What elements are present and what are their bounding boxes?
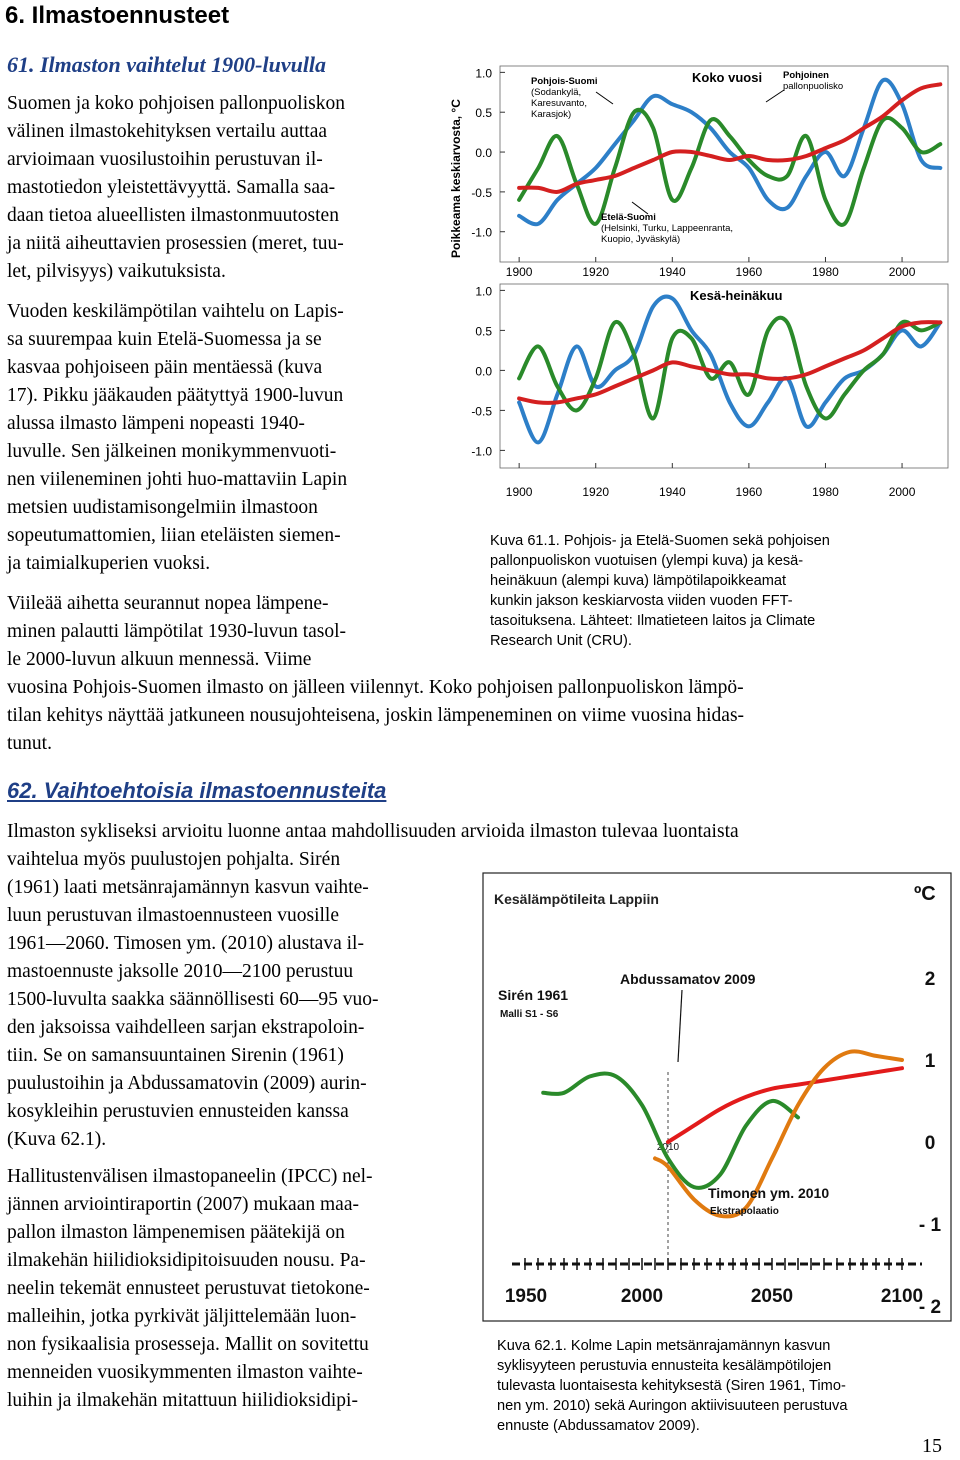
x-tick-label: 1950 [504,1286,548,1307]
legend-south-finland: Kuopio, Jyväskylä) [601,234,681,245]
text-line: pallon ilmaston lämpenemisen päätekijä on [7,1222,345,1243]
page-heading: 6. Ilmastoennusteet [5,2,230,29]
text-line: den jaksoissa vaihdelleen sarjan ekstrapoloin- [7,1017,365,1038]
y-tick-label: -1.0 [471,225,492,240]
x-tick-label: 2000 [888,485,916,499]
caption-line: heinäkuun (alempi kuva) lämpötilapoikkeamat [490,573,787,589]
text-line: Vuoden keskilämpötilan vaihtelu on Lapis- [7,301,344,322]
text-line: sa suurempaa kuin Etelä-Suomessa ja se [7,329,322,350]
y-tick-label: 0 [924,1133,936,1154]
text-line: jännen arviointiraportin (2007) mukaan maa- [7,1194,359,1215]
section-62-paragraph-2 [7,1163,467,1415]
text-line: kosykleihin perustuvien ennusteiden kanssa [7,1101,349,1122]
y-axis-label: Poikkeama keskiarvosta, °C [449,99,463,258]
text-line: tiin. Se on samansuuntainen Sirenin (1961) [7,1045,344,1066]
series-label-siren: Sirén 1961 [498,987,569,1003]
x-tick-label: 1980 [812,265,839,279]
text-line: ilmakehän hiilidioksidipitoisuuden nousu. Pa- [7,1250,366,1271]
page-number: 15 [922,1435,942,1457]
x-tick-label: 2000 [888,265,916,279]
figure-62-1-caption [497,1336,947,1436]
caption-line: tulevasta luontaisesta kehityksestä (Siren 1961, Timo- [497,1378,846,1394]
x-tick-label: 1920 [582,265,610,279]
x-tick-label: 2000 [620,1286,664,1307]
text-line: välinen ilmastokehityksen vertailu auttaa [7,121,328,142]
figure-61-1-caption [490,531,930,651]
text-line: let, pilvisyys) vaikutuksista. [7,261,226,282]
text-line: nen viileneminen johti huo-mattaviin Lapin [7,469,348,490]
text-line: 1961—2060. Timosen ym. (2010) alustava il- [7,933,364,954]
text-line: metsien uudistamisongelmiin ilmastoon [7,497,318,518]
y-tick-label: -0.5 [471,185,492,200]
text-line: luun perustuvan ilmastoennusteen vuosille [7,905,339,926]
text-line: Ilmaston sykliseksi arvioitu luonne antaa mahdollisuuden arvioida ilmaston tulevaa luontaista [7,821,739,842]
y-tick-label: 1 [924,1051,936,1072]
text-line: vaihtelua myös puulustojen pohjalta. Sirén [7,849,341,870]
text-line: ja niitä aiheuttavien prosessien (meret, tuu- [7,233,344,254]
x-tick-label: 2050 [750,1286,794,1307]
text-line: ja taimialkuperien vuoksi. [7,553,211,574]
legend-northern-hemisphere: pallonpuolisko [783,81,844,92]
text-line: (1961) laati metsänrajamännyn kasvun vaihte- [7,877,369,898]
text-line: mastotiedon yleistettävyyttä. Samalla saa- [7,177,336,198]
section-61-title: 61. Ilmaston vaihtelut 1900-luvulla [7,52,327,77]
chart-title: Kesälämpötileita Lappiin [494,891,659,907]
y-tick-label: -1.0 [471,444,492,459]
x-tick-label: 2100 [880,1286,924,1307]
series-label-timonen: Timonen ym. 2010 [708,1185,830,1201]
text-line: luvulle. Sen jälkeinen monikymmenvuoti- [7,441,337,462]
text-line: (Kuva 62.1). [7,1129,107,1150]
y-tick-label: 0.0 [475,364,492,379]
legend-north-finland: Karasjok) [531,109,572,120]
legend-north-finland: Pohjois-Suomi [531,76,598,87]
x-tick-label: 1920 [582,485,610,499]
text-line: minen palautti lämpötilat 1930-luvun tasol- [7,621,347,642]
x-tick-label: 1900 [505,485,533,499]
y-tick-label: - 1 [918,1215,942,1236]
marker-2010-label: 2010 [656,1142,680,1153]
text-line: tilan kehitys näyttää jatkuneen nousujohteisena, joskin lämpeneminen on viime vuosina hidas- [7,705,745,726]
text-line: 17). Pikku jääkauden päätyttyä 1900-luvun [7,385,344,406]
caption-line: nen ym. 2010) sekä Auringon aktiivisuuteen perustuva [497,1398,848,1414]
section-61-paragraph-3-continued [7,674,937,758]
section-62-paragraph-1 [7,874,467,1154]
x-tick-label: 1960 [735,485,763,499]
series-label-abdussamatov: Abdussamatov 2009 [620,971,756,987]
legend-south-finland: (Helsinki, Turku, Lappeenranta, [601,223,734,234]
y-tick-label: 0.0 [475,146,492,161]
text-line: non fysikaalisia prosesseja. Mallit on sovitettu [7,1334,369,1355]
panel-title: Koko vuosi [692,70,763,85]
text-line: alussa ilmasto lämpeni nopeasti 1940- [7,413,305,434]
y-tick-label: 0.5 [475,324,492,339]
y-tick-label: 1.0 [475,284,492,299]
y-tick-label: -0.5 [471,404,492,419]
x-tick-label: 1940 [658,485,686,499]
text-line: 1500-luvulta saakka säännöllisesti 60—95 vuo- [7,989,379,1010]
caption-line: syklisyyteen perustuvia ennusteita kesälämpötilojen [497,1358,832,1374]
text-line: kasvaa pohjoiseen päin mentäessä (kuva [7,357,323,378]
legend-south-finland: Etelä-Suomi [601,212,656,223]
legend-north-finland: Karesuvanto, [531,98,587,109]
legend-arrow [766,90,784,102]
text-line: vuosina Pohjois-Suomen ilmasto on jälleen viilennyt. Koko pohjoisen pallonpuoliskon lämpö- [7,677,744,698]
legend-arrow [596,92,613,104]
figure-61-1 [448,62,958,502]
text-line: puulustoihin ja Abdussamatovin (2009) aurin- [7,1073,367,1094]
series-sublabel-siren: Malli S1 - S6 [500,1009,559,1020]
section-62-title: 62. Vaihtoehtoisia ilmastoennusteita [7,778,387,803]
x-tick-label: 1960 [735,265,763,279]
text-line: arvioimaan vuosilustoihin perustuvan il- [7,149,323,170]
section-61-paragraph-2 [7,298,427,578]
y-tick-label: 2 [924,969,936,990]
caption-line: Kuva 62.1. Kolme Lapin metsänrajamännyn kasvun [497,1338,831,1354]
text-line: Suomen ja koko pohjoisen pallonpuoliskon [7,93,345,114]
text-line: malleihin, jotka pyrkivät jäljittelemään luon- [7,1306,357,1327]
figure-frame [483,873,951,1321]
legend-north-finland: (Sodankylä, [531,87,582,98]
unit-label: ºC [914,883,936,905]
text-line: menneiden vuosikymmenten ilmaston vaihte- [7,1362,363,1383]
y-tick-label: 1.0 [475,66,492,81]
x-tick-label: 1980 [812,485,839,499]
section-61-paragraph-3 [7,590,427,674]
text-line: luihin ja ilmakehän mitattuun hiilidioksidipi- [7,1390,358,1411]
panel-title: Kesä-heinäkuu [690,288,783,303]
series-sublabel-timonen: Ekstrapolaatio [710,1206,779,1217]
caption-line: Kuva 61.1. Pohjois- ja Etelä-Suomen sekä pohjoisen [490,533,830,549]
x-tick-label: 1940 [658,265,686,279]
series-line [519,110,940,225]
caption-line: pallonpuoliskon vuotuisen (ylempi kuva) ja kesä- [490,553,804,569]
plot-frame [500,284,948,468]
text-line: neelin tekemät ennusteet perustuvat tietokone- [7,1278,370,1299]
figure-62-1 [482,872,952,1322]
text-line: sopeutumattomien, liian eteläisten siemen- [7,525,341,546]
text-line: Hallitustenvälisen ilmastopaneelin (IPCC) nel- [7,1166,373,1187]
section-61-paragraph-1 [7,90,427,286]
caption-line: Research Unit (CRU). [490,633,632,649]
text-line: mastoennuste jaksolle 2010—2100 perustuu [7,961,354,982]
y-tick-label: 0.5 [475,106,492,121]
caption-line: kunkin jakson keskiarvosta viiden vuoden FFT- [490,593,793,609]
text-line: Viileää aihetta seurannut nopea lämpene- [7,593,329,614]
x-tick-label: 1900 [505,265,533,279]
caption-line: tasoituksena. Lähteet: Ilmatieteen laitos ja Climate [490,613,816,629]
text-line: daan tietoa alueellisten ilmastonmuutosten [7,205,339,226]
y-tick-label: - 2 [918,1297,942,1318]
legend-northern-hemisphere: Pohjoinen [783,70,829,81]
section-62-paragraph-1-top [7,818,937,874]
text-line: le 2000-luvun alkuun mennessä. Viime [7,649,312,670]
series-line [519,297,940,443]
text-line: tunut. [7,733,52,754]
caption-line: ennuste (Abdussamatov 2009). [497,1418,700,1434]
